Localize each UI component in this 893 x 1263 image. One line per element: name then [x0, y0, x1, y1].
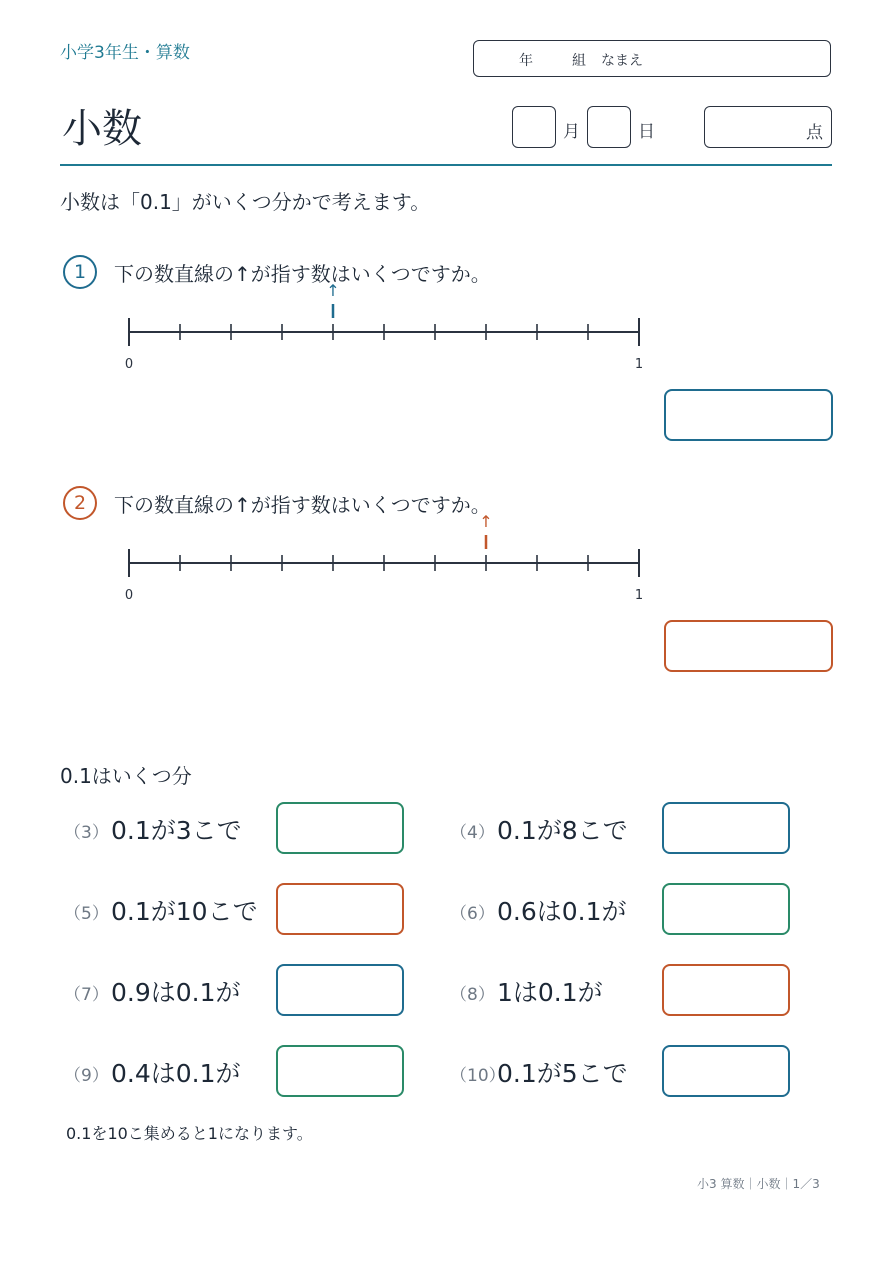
- number-line-1-start-label: 0: [124, 357, 134, 372]
- question-1-number: 1: [63, 255, 97, 289]
- answer-box-4[interactable]: [662, 802, 790, 854]
- number-line-2-end-label: 1: [634, 588, 644, 603]
- section-title: 0.1はいくつ分: [60, 764, 192, 788]
- problem-9-number: （9）: [64, 1066, 109, 1086]
- score-unit: 点: [806, 123, 823, 143]
- page-footer: 小3 算数｜小数｜1／3: [697, 1177, 820, 1191]
- problem-9-text: 0.4は0.1が: [111, 1059, 241, 1088]
- answer-box-8[interactable]: [662, 964, 790, 1016]
- answer-box-6[interactable]: [662, 883, 790, 935]
- problem-7-text: 0.9は0.1が: [111, 978, 241, 1007]
- header-divider: [60, 164, 832, 166]
- problem-10-text: 0.1が5こで: [497, 1059, 628, 1088]
- problem-4-text: 0.1が8こで: [497, 816, 628, 845]
- answer-box-1[interactable]: [664, 389, 833, 441]
- month-box[interactable]: [512, 106, 556, 148]
- answer-box-7[interactable]: [276, 964, 404, 1016]
- answer-box-3[interactable]: [276, 802, 404, 854]
- problem-4-number: （4）: [450, 823, 495, 843]
- number-line-2-start-label: 0: [124, 588, 134, 603]
- number-line-1: [110, 275, 670, 380]
- question-2-text: 下の数直線の↑が指す数はいくつですか。: [114, 493, 491, 517]
- problem-7-number: （7）: [64, 985, 109, 1005]
- month-unit: 月: [563, 122, 580, 142]
- note-text: 0.1を10こ集めると1になります。: [66, 1124, 313, 1143]
- question-1-text: 下の数直線の↑が指す数はいくつですか。: [114, 262, 491, 286]
- number-line-1-end-label: 1: [634, 357, 644, 372]
- day-box[interactable]: [587, 106, 631, 148]
- problem-8-text: 1は0.1が: [497, 978, 603, 1007]
- answer-box-9[interactable]: [276, 1045, 404, 1097]
- number-line-2-ticks: [129, 549, 639, 577]
- name-box[interactable]: [473, 40, 831, 77]
- number-line-2-arrow: ↑: [479, 512, 493, 531]
- problem-3-number: （3）: [64, 823, 109, 843]
- number-line-1-ticks: [129, 318, 639, 346]
- problem-5-number: （5）: [64, 904, 109, 924]
- intro-text: 小数は「0.1」がいくつ分かで考えます。: [60, 190, 431, 214]
- question-2-number: 2: [63, 486, 97, 520]
- problem-6-text: 0.6は0.1が: [497, 897, 627, 926]
- page-title: 小数: [62, 106, 142, 152]
- number-line-1-arrow: ↑: [326, 281, 340, 300]
- answer-box-2[interactable]: [664, 620, 833, 672]
- problem-6-number: （6）: [450, 904, 495, 924]
- score-box[interactable]: [704, 106, 832, 148]
- number-line-2: [110, 506, 670, 611]
- name-class-label: 組: [572, 53, 586, 69]
- problem-5-text: 0.1が10こで: [111, 897, 258, 926]
- name-year-label: 年: [519, 53, 533, 69]
- problem-10-number: （10）: [450, 1066, 506, 1086]
- problem-8-number: （8）: [450, 985, 495, 1005]
- answer-box-5[interactable]: [276, 883, 404, 935]
- answer-box-10[interactable]: [662, 1045, 790, 1097]
- grade-subject: 小学3年生・算数: [60, 43, 190, 63]
- name-label: なまえ: [601, 53, 643, 69]
- day-unit: 日: [638, 122, 655, 142]
- problem-3-text: 0.1が3こで: [111, 816, 242, 845]
